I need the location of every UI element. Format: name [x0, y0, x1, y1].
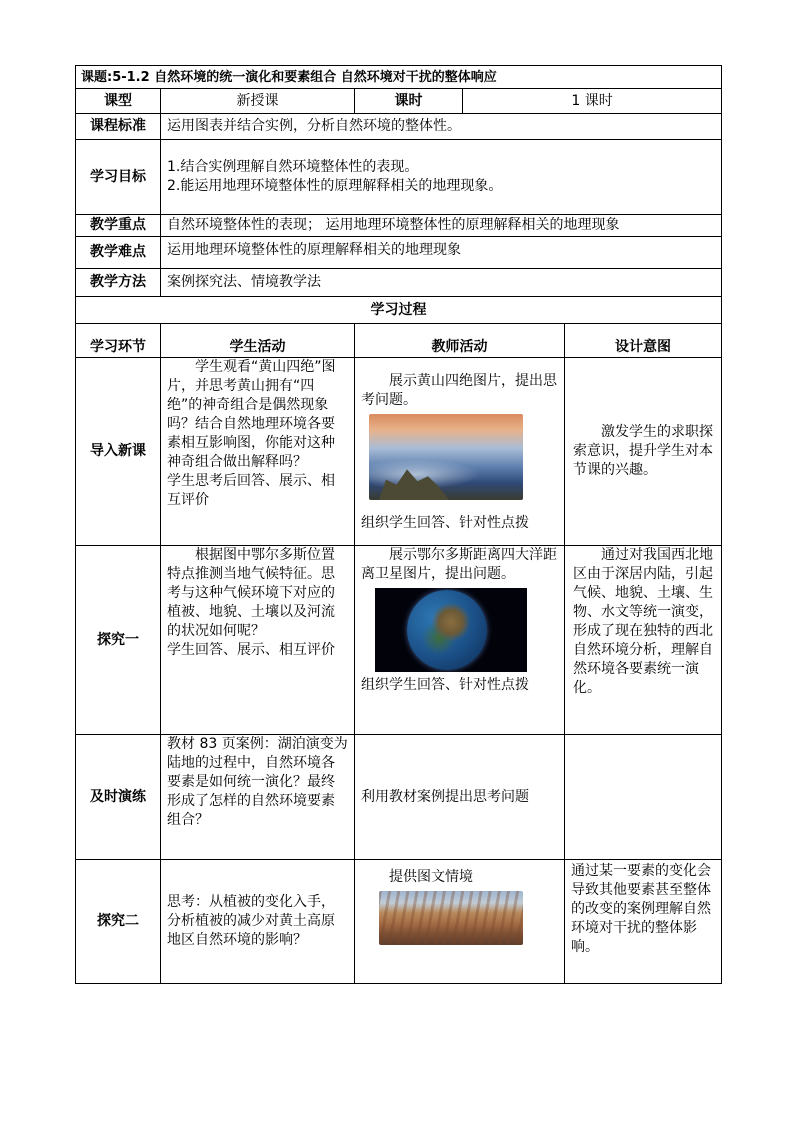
key-points-value: 自然环境整体性的表现； 运用地理环境整体性的原理解释相关的地理现象	[161, 215, 722, 237]
stage-cell: 及时演练	[76, 735, 161, 860]
intent-text: 激发学生的求职探索意识，提升学生对本节课的兴趣。	[573, 424, 713, 478]
earth-satellite-photo	[375, 588, 527, 672]
stage-cell: 探究一	[76, 546, 161, 735]
difficulties-label: 教学难点	[76, 237, 161, 269]
teacher-activity-cell	[355, 860, 565, 984]
period-value: 1 课时	[463, 89, 722, 114]
intent-text: 通过对我国西北地区由于深居内陆，引起气候、地貌、土壤、生物、水文等统一演变， 形成了现在独特的西北自然环境分析，理解自然环境各要素统一演化。	[573, 547, 713, 696]
difficulties-value: 运用地理环境整体性的原理解释相关的地理现象	[161, 237, 722, 269]
stage-cell: 导入新课	[76, 358, 161, 546]
intent-cell	[565, 860, 722, 984]
student-activity-text: 思考：从植被的变化入手，分析植被的减少对黄土高原地区自然环境的影响？	[167, 894, 335, 948]
student-activity-text: 学生观看“黄山四绝”图片，并思考黄山拥有“四绝”的神奇组合是偶然现象吗？结合自然地理环境各要素相互影响图，你能对这种神奇组合做出解释吗？	[167, 359, 336, 470]
intent-text: 通过某一要素的变化会导致其他要素甚至整体的改变的案例理解自然环境对干扰的整体影响。	[571, 863, 711, 955]
key-points-label: 教学重点	[76, 215, 161, 237]
teacher-activity-cell	[355, 546, 565, 735]
teacher-activity-text: 展示黄山四绝图片，提出思考问题。	[361, 373, 557, 408]
stage-cell: 探究二	[76, 860, 161, 984]
teacher-activity-bottom: 组织学生回答、针对性点拨	[361, 677, 529, 693]
student-activity-extra: 学生回答、展示、相互评价	[167, 642, 335, 658]
student-activity-cell	[161, 546, 355, 735]
student-activity-cell	[161, 735, 355, 860]
objective-item: 1.结合实例理解自然环境整体性的表现。	[167, 159, 419, 175]
objectives-label: 学习目标	[76, 140, 161, 215]
standard-value: 运用图表并结合实例，分析自然环境的整体性。	[161, 114, 722, 140]
intent-cell	[565, 546, 722, 735]
header-intent: 设计意图	[565, 324, 722, 358]
student-activity-extra: 学生思考后回答、展示、相互评价	[167, 473, 335, 508]
course-type-value: 新授课	[161, 89, 355, 114]
huangshan-photo	[369, 414, 523, 500]
standard-label: 课程标准	[76, 114, 161, 140]
student-activity-text: 教材 83 页案例：湖泊演变为陆地的过程中，自然环境各要素是如何统一演化？最终形成了怎样的自然环境要素组合？	[167, 736, 348, 828]
header-student: 学生活动	[161, 324, 355, 358]
teacher-activity-cell	[355, 735, 565, 860]
teacher-activity-text: 利用教材案例提出思考问题	[361, 788, 529, 805]
lesson-plan-table	[75, 65, 722, 984]
intent-cell	[565, 358, 722, 546]
lesson-title: 课题:5-1.2 自然环境的统一演化和要素组合 自然环境对干扰的整体响应	[76, 66, 722, 89]
teacher-activity-text: 展示鄂尔多斯距离四大洋距离卫星图片，提出问题。	[361, 547, 557, 582]
objectives-content	[161, 140, 722, 215]
teacher-activity-bottom: 组织学生回答、针对性点拨	[361, 515, 529, 531]
course-type-label: 课型	[76, 89, 161, 114]
teacher-activity-text: 提供图文情境	[389, 869, 473, 885]
intent-cell	[565, 735, 722, 860]
teacher-activity-cell	[355, 358, 565, 546]
objective-item: 2.能运用地理环境整体性的原理解释相关的地理现象。	[167, 178, 503, 194]
loess-plateau-photo	[379, 891, 523, 945]
methods-value: 案例探究法、情境教学法	[161, 269, 722, 297]
globe-graphic	[407, 590, 487, 670]
student-activity-cell	[161, 358, 355, 546]
header-teacher: 教师活动	[355, 324, 565, 358]
student-activity-text: 根据图中鄂尔多斯位置特点推测当地气候特征。思考与这种气候环境下对应的植被、地貌、土壤以及河流的状况如何呢？	[167, 547, 335, 639]
student-activity-cell	[161, 860, 355, 984]
process-title: 学习过程	[76, 297, 722, 324]
period-label: 课时	[355, 89, 463, 114]
methods-label: 教学方法	[76, 269, 161, 297]
header-stage: 学习环节	[76, 324, 161, 358]
